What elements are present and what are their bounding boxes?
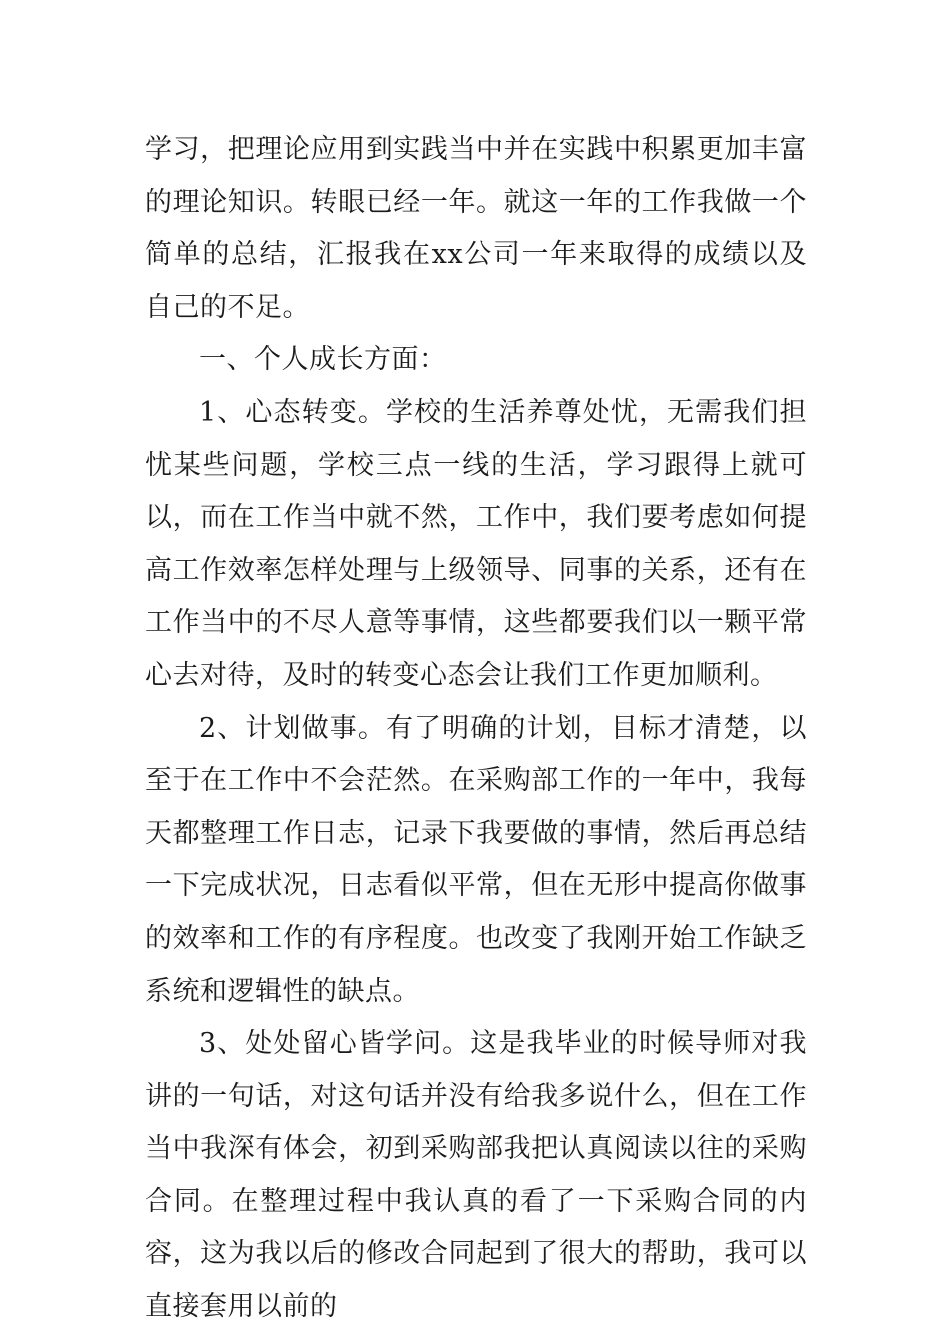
paragraph-planned-work: 2、计划做事。有了明确的计划，目标才清楚，以至于在工作中不会茫然。在采购部工作的一年中，我每天都整理工作日志，记录下我要做的事情，然后再总结一下完成状况，日志看似平常，但在无形中提高你做事的效率和工作的有序程度。也改变了我刚开始工作缺乏系统和逻辑性的缺点。 — [145, 712, 807, 1007]
paragraph-mindset-change: 1、心态转变。学校的生活养尊处忧，无需我们担忧某些问题，学校三点一线的生活，学习跟得上就可以，而在工作当中就不然，工作中，我们要考虑如何提高工作效率怎样处理与上级领导、同事的关系，还有在工作当中的不尽人意等事情，这些都要我们以一颗平常心去对待，及时的转变心态会让我们工作更加顺利。 — [145, 396, 807, 691]
paragraph-intro: 学习，把理论应用到实践当中并在实践中积累更加丰富的理论知识。转眼已经一年。就这一年的工作我做一个简单的总结，汇报我在xx公司一年来取得的成绩以及自己的不足。 — [145, 134, 807, 323]
paragraph-learning-everywhere: 3、处处留心皆学问。这是我毕业的时候导师对我讲的一句话，对这句话并没有给我多说什么，但在工作当中我深有体会，初到采购部我把认真阅读以往的采购合同。在整理过程中我认真的看了一下采购合同的内容，这为我以后的修改合同起到了很大的帮助，我可以直接套用以前的 — [145, 1028, 807, 1323]
document-body — [145, 124, 807, 1334]
section-heading-personal-growth: 一、个人成长方面： — [199, 344, 447, 376]
